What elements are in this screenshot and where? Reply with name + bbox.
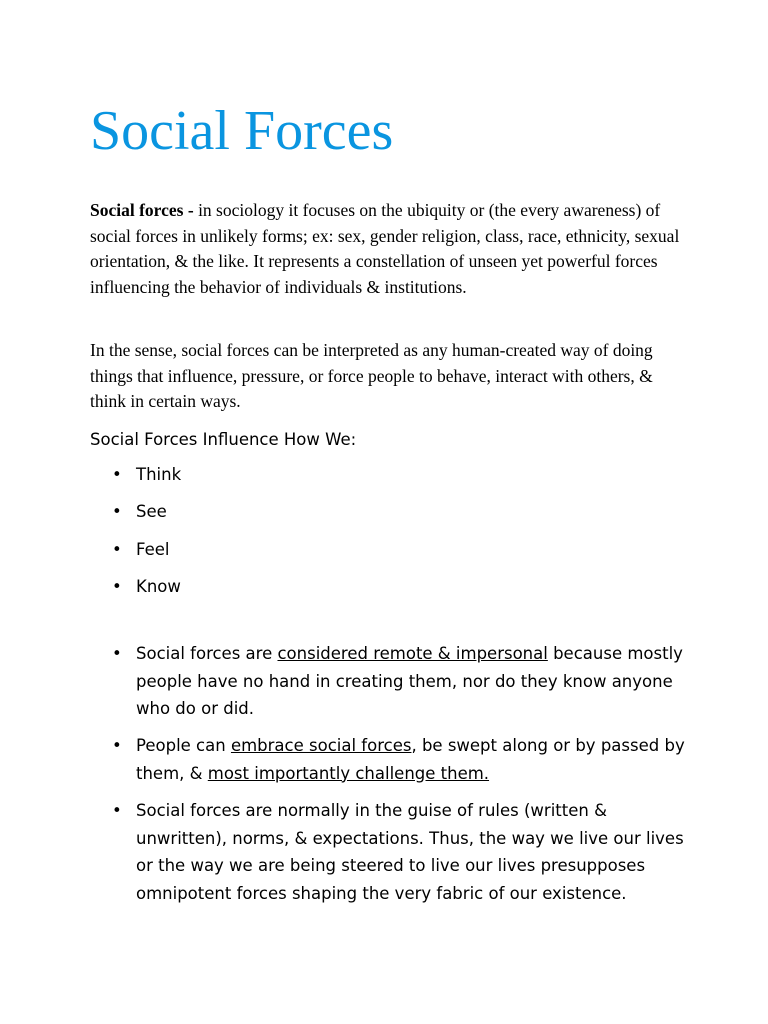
bullet-icon: •	[112, 577, 122, 596]
list-heading: Social Forces Influence How We:	[90, 430, 357, 449]
point-rules-norms	[112, 797, 692, 907]
definition-paragraph	[90, 198, 690, 300]
interpretation-paragraph: In the sense, social forces can be interpreted as any human-created way of doing things that influence, pressure, or force people to behave, interact with others, & think in certain ways.	[90, 340, 653, 411]
point-text: Social forces are normally in the guise of rules (written & unwritten), norms, & expectations. Thus, the way we live our lives or the way we are being steered to live our lives presupposes omnipotent forces shaping the very fabric of our existence.	[136, 801, 684, 903]
bullet-icon: •	[112, 736, 122, 755]
list-item-know	[112, 573, 712, 601]
point-embrace	[112, 732, 692, 787]
bullet-icon: •	[112, 502, 122, 521]
underlined-phrase: considered remote & impersonal	[277, 644, 548, 663]
point-text-start: People can	[136, 736, 231, 755]
page-title: Social Forces	[90, 100, 394, 162]
list-item-label: Think	[136, 465, 182, 484]
definition-term: Social forces -	[90, 200, 194, 220]
point-text	[136, 732, 692, 787]
list-item-label: Feel	[136, 540, 170, 559]
point-text-start: Social forces are	[136, 644, 278, 663]
list-item-label: Know	[136, 577, 181, 596]
bullet-icon: •	[112, 540, 122, 559]
point-text	[136, 640, 692, 723]
bullet-icon: •	[112, 644, 122, 663]
underlined-phrase: embrace social forces	[230, 736, 412, 755]
point-remote-impersonal	[112, 640, 692, 723]
underlined-phrase: most importantly challenge them.	[207, 763, 490, 783]
point-text-end: because mostly people have no hand in creating them, nor do they know anyone who do or did.	[136, 644, 683, 718]
bullet-icon: •	[112, 465, 122, 484]
list-item-see	[112, 498, 712, 526]
list-item-think	[112, 461, 712, 489]
point-text-middle: , be swept along or by passed by them, &	[136, 736, 685, 783]
list-item-label: See	[136, 502, 167, 521]
bullet-icon: •	[112, 801, 122, 820]
definition-text: in sociology it focuses on the ubiquity or (the every awareness) of social forces in unlikely forms; ex: sex, gender religion, class, race, ethnicity, sexual orientation, & the like. It represents a constellation of unseen yet powerful forces influencing the behavior of individuals & institutions.	[90, 200, 680, 297]
list-item-feel	[112, 536, 712, 564]
